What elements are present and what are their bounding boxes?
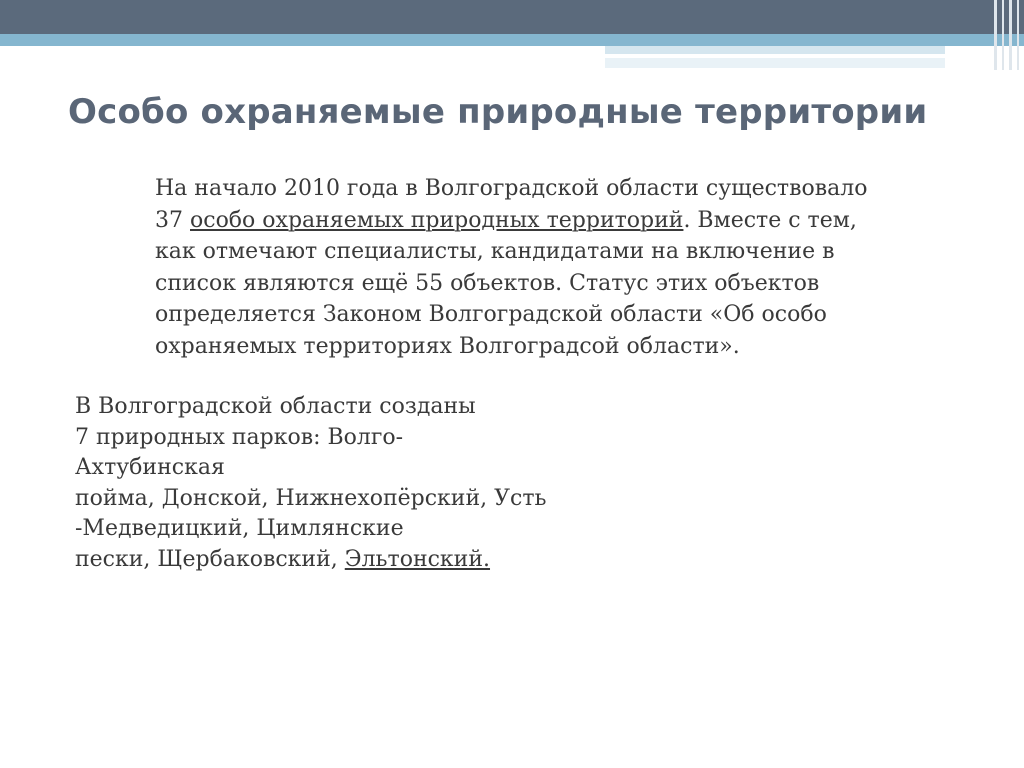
accent-stripe xyxy=(605,46,945,54)
accent-band xyxy=(0,34,1024,46)
parks-line: пойма, Донской, Нижнехопёрский, Усть xyxy=(75,485,547,511)
paragraph-intro-text-rest: . Вместе с тем, как отмечают специалисты, кандидатами на включение в список являются ещё 55 объектов. Статус этих объектов определяется Законом Волгоградской области «Об особо охраняемых территориях Волгоградсой области». xyxy=(155,207,857,359)
parks-line: пески, Щербаковский, xyxy=(75,546,345,572)
paragraph-intro xyxy=(155,173,895,362)
parks-line: -Медведицкий, Цимлянские xyxy=(75,516,404,541)
decorative-lines xyxy=(990,0,1024,70)
parks-line: В Волгоградской области созданы xyxy=(75,394,476,419)
paragraph-parks xyxy=(75,392,595,575)
parks-line: 7 природных парков: Волго- xyxy=(75,424,404,450)
link-elton[interactable]: Эльтонский. xyxy=(344,546,491,572)
link-protected-territories[interactable]: особо охраняемых природных территорий xyxy=(190,207,684,233)
parks-line: Ахтубинская xyxy=(75,455,225,480)
accent-stripe-light xyxy=(605,58,945,68)
slide-title: Особо охраняемые природные территории xyxy=(68,92,928,132)
accent-divider xyxy=(0,46,610,51)
header-band xyxy=(0,0,1024,34)
paragraph-intro-text: На начало 2010 года в Волгоградской области существовало 37 xyxy=(155,176,868,233)
